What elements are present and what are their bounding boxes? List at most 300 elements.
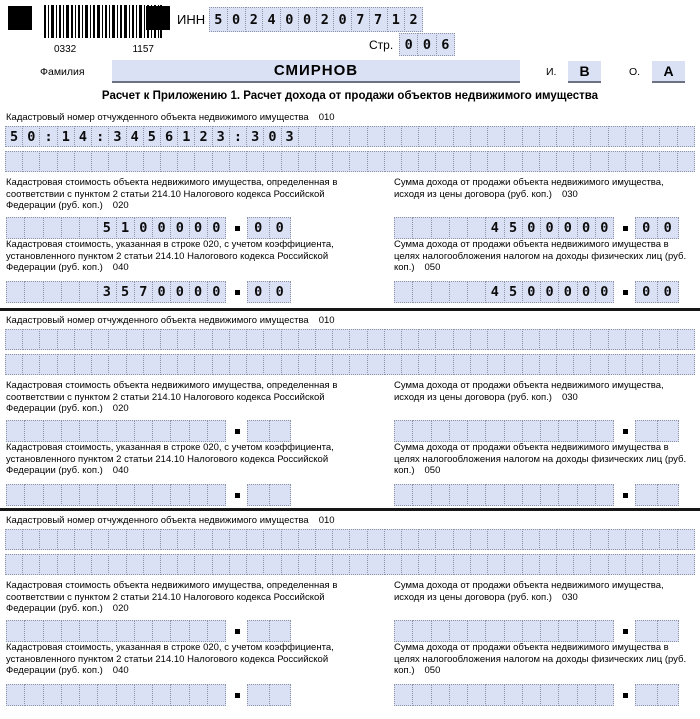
char-cell[interactable] [74,554,92,575]
char-cell[interactable] [207,620,226,642]
char-cell[interactable]: 4 [126,126,144,147]
char-cell[interactable] [540,620,559,642]
char-cell[interactable]: 0 [558,217,577,239]
char-cell[interactable] [577,620,596,642]
char-cell[interactable] [43,620,62,642]
char-cell[interactable] [453,151,471,172]
char-cell[interactable] [212,554,230,575]
char-cell[interactable] [487,354,505,375]
char-cell[interactable]: 0 [207,217,226,239]
char-cell[interactable] [269,684,292,706]
char-cell[interactable] [487,554,505,575]
char-cell[interactable] [246,554,264,575]
char-cell[interactable] [453,126,471,147]
char-cell[interactable] [281,151,299,172]
char-cell[interactable] [97,684,116,706]
amount-040-rub-input[interactable] [6,484,226,506]
char-cell[interactable] [349,354,367,375]
char-cell[interactable] [263,151,281,172]
char-cell[interactable] [394,484,413,506]
char-cell[interactable] [504,554,522,575]
char-cell[interactable] [212,329,230,350]
char-cell[interactable] [577,684,596,706]
char-cell[interactable] [57,329,75,350]
char-cell[interactable] [431,217,450,239]
char-cell[interactable] [449,684,468,706]
amount-field-050[interactable] [394,281,694,303]
char-cell[interactable]: 2 [404,7,423,32]
amount-field-030[interactable] [394,420,694,442]
char-cell[interactable] [207,484,226,506]
char-cell[interactable] [5,529,23,550]
char-cell[interactable] [116,420,135,442]
char-cell[interactable] [134,484,153,506]
char-cell[interactable] [556,554,574,575]
amount-050-kop-input[interactable] [635,484,679,506]
amount-020-kop-input[interactable] [247,217,291,239]
char-cell[interactable] [177,354,195,375]
char-cell[interactable] [108,329,126,350]
char-cell[interactable] [43,420,62,442]
char-cell[interactable]: 6 [160,126,178,147]
char-cell[interactable] [229,329,247,350]
char-cell[interactable] [412,484,431,506]
char-cell[interactable]: 4 [74,126,92,147]
char-cell[interactable] [394,217,413,239]
char-cell[interactable] [487,329,505,350]
char-cell[interactable]: 3 [212,126,230,147]
char-cell[interactable] [435,126,453,147]
cadastral-number-input-row2[interactable] [5,354,695,375]
char-cell[interactable] [79,281,98,303]
char-cell[interactable] [332,529,350,550]
char-cell[interactable] [573,329,591,350]
char-cell[interactable] [522,420,541,442]
char-cell[interactable] [79,420,98,442]
amount-field-020[interactable] [6,420,358,442]
char-cell[interactable] [453,329,471,350]
char-cell[interactable]: 0 [22,126,40,147]
char-cell[interactable] [57,151,75,172]
char-cell[interactable]: 0 [558,281,577,303]
char-cell[interactable] [659,554,677,575]
char-cell[interactable] [487,126,505,147]
char-cell[interactable] [126,354,144,375]
char-cell[interactable] [677,554,695,575]
char-cell[interactable] [470,329,488,350]
char-cell[interactable] [642,554,660,575]
char-cell[interactable] [401,151,419,172]
char-cell[interactable] [229,151,247,172]
char-cell[interactable] [189,684,208,706]
char-cell[interactable] [134,420,153,442]
char-cell[interactable] [558,684,577,706]
char-cell[interactable] [126,329,144,350]
char-cell[interactable] [558,484,577,506]
char-cell[interactable] [116,620,135,642]
char-cell[interactable] [177,329,195,350]
char-cell[interactable] [39,329,57,350]
char-cell[interactable] [504,354,522,375]
char-cell[interactable]: : [229,126,247,147]
char-cell[interactable] [79,217,98,239]
char-cell[interactable] [349,126,367,147]
char-cell[interactable] [281,554,299,575]
char-cell[interactable]: 0 [635,217,658,239]
char-cell[interactable] [659,126,677,147]
char-cell[interactable] [504,529,522,550]
char-cell[interactable] [467,484,486,506]
char-cell[interactable] [194,151,212,172]
char-cell[interactable] [6,217,25,239]
amount-030-rub-input[interactable] [394,420,614,442]
char-cell[interactable] [152,420,171,442]
char-cell[interactable] [332,554,350,575]
char-cell[interactable]: 2 [245,7,264,32]
char-cell[interactable] [608,151,626,172]
char-cell[interactable] [298,554,316,575]
char-cell[interactable] [349,151,367,172]
char-cell[interactable] [108,151,126,172]
char-cell[interactable] [367,529,385,550]
char-cell[interactable] [384,126,402,147]
char-cell[interactable]: 5 [116,281,135,303]
char-cell[interactable] [635,484,658,506]
char-cell[interactable] [367,354,385,375]
char-cell[interactable] [143,151,161,172]
char-cell[interactable] [367,554,385,575]
char-cell[interactable] [659,151,677,172]
char-cell[interactable] [315,126,333,147]
char-cell[interactable] [657,620,680,642]
char-cell[interactable] [522,684,541,706]
char-cell[interactable] [298,354,316,375]
inn-input[interactable] [209,7,423,32]
char-cell[interactable] [6,684,25,706]
char-cell[interactable] [467,684,486,706]
amount-040-kop-input[interactable] [247,484,291,506]
amount-020-rub-input[interactable] [6,420,226,442]
char-cell[interactable] [143,329,161,350]
char-cell[interactable]: 1 [57,126,75,147]
char-cell[interactable] [79,484,98,506]
char-cell[interactable] [453,354,471,375]
char-cell[interactable] [229,529,247,550]
cadastral-number-input-row2[interactable] [5,151,695,172]
char-cell[interactable] [625,554,643,575]
char-cell[interactable] [298,151,316,172]
char-cell[interactable] [590,329,608,350]
char-cell[interactable]: 0 [522,281,541,303]
char-cell[interactable] [539,529,557,550]
char-cell[interactable] [315,151,333,172]
char-cell[interactable] [143,529,161,550]
char-cell[interactable] [116,484,135,506]
amount-field-050[interactable] [394,484,694,506]
char-cell[interactable] [246,151,264,172]
char-cell[interactable] [608,329,626,350]
char-cell[interactable] [470,554,488,575]
char-cell[interactable] [625,329,643,350]
char-cell[interactable] [384,529,402,550]
char-cell[interactable] [384,354,402,375]
char-cell[interactable] [160,354,178,375]
char-cell[interactable] [57,354,75,375]
char-cell[interactable] [608,529,626,550]
char-cell[interactable] [590,529,608,550]
char-cell[interactable] [126,554,144,575]
char-cell[interactable]: 0 [134,217,153,239]
amount-field-050[interactable] [394,684,694,706]
char-cell[interactable] [625,354,643,375]
char-cell[interactable]: 0 [577,281,596,303]
char-cell[interactable] [539,354,557,375]
char-cell[interactable] [449,620,468,642]
char-cell[interactable] [470,126,488,147]
char-cell[interactable] [394,281,413,303]
char-cell[interactable] [556,354,574,375]
char-cell[interactable] [367,126,385,147]
char-cell[interactable] [677,151,695,172]
char-cell[interactable] [401,529,419,550]
char-cell[interactable] [625,126,643,147]
char-cell[interactable] [384,554,402,575]
char-cell[interactable] [449,420,468,442]
char-cell[interactable] [170,420,189,442]
amount-040-rub-input[interactable] [6,281,226,303]
page-number-input[interactable] [399,33,455,56]
char-cell[interactable] [57,529,75,550]
char-cell[interactable] [126,151,144,172]
char-cell[interactable] [558,620,577,642]
char-cell[interactable] [642,151,660,172]
char-cell[interactable]: 0 [298,7,317,32]
char-cell[interactable] [61,484,80,506]
char-cell[interactable] [97,620,116,642]
char-cell[interactable]: 0 [247,217,270,239]
char-cell[interactable]: 5 [504,281,523,303]
char-cell[interactable] [332,126,350,147]
char-cell[interactable] [504,484,523,506]
char-cell[interactable] [108,354,126,375]
char-cell[interactable] [539,329,557,350]
char-cell[interactable] [590,554,608,575]
char-cell[interactable] [160,329,178,350]
char-cell[interactable] [281,329,299,350]
char-cell[interactable] [263,354,281,375]
char-cell[interactable] [189,420,208,442]
char-cell[interactable] [24,217,43,239]
char-cell[interactable] [315,329,333,350]
char-cell[interactable] [540,420,559,442]
char-cell[interactable] [194,329,212,350]
char-cell[interactable] [625,529,643,550]
char-cell[interactable] [539,151,557,172]
amount-050-kop-input[interactable] [635,281,679,303]
char-cell[interactable] [401,554,419,575]
char-cell[interactable] [22,329,40,350]
char-cell[interactable] [394,620,413,642]
cadastral-number-input-row2[interactable] [5,554,695,575]
char-cell[interactable]: 0 [207,281,226,303]
char-cell[interactable] [539,554,557,575]
char-cell[interactable] [91,354,109,375]
char-cell[interactable] [97,484,116,506]
char-cell[interactable]: : [39,126,57,147]
char-cell[interactable]: 0 [263,126,281,147]
char-cell[interactable] [39,151,57,172]
char-cell[interactable] [22,354,40,375]
char-cell[interactable] [431,484,450,506]
char-cell[interactable] [74,529,92,550]
char-cell[interactable] [24,484,43,506]
char-cell[interactable] [43,684,62,706]
char-cell[interactable] [22,554,40,575]
char-cell[interactable] [194,354,212,375]
char-cell[interactable] [657,484,680,506]
char-cell[interactable] [349,529,367,550]
char-cell[interactable]: 6 [436,33,455,56]
char-cell[interactable] [485,684,504,706]
char-cell[interactable] [642,529,660,550]
char-cell[interactable] [269,484,292,506]
char-cell[interactable] [635,620,658,642]
char-cell[interactable] [431,420,450,442]
char-cell[interactable]: 1 [116,217,135,239]
char-cell[interactable] [315,554,333,575]
char-cell[interactable] [108,529,126,550]
char-cell[interactable] [625,151,643,172]
char-cell[interactable] [522,354,540,375]
char-cell[interactable] [6,620,25,642]
char-cell[interactable] [24,281,43,303]
char-cell[interactable]: 0 [657,281,680,303]
char-cell[interactable] [608,554,626,575]
char-cell[interactable] [74,151,92,172]
char-cell[interactable]: 0 [269,217,292,239]
char-cell[interactable] [590,151,608,172]
char-cell[interactable] [61,217,80,239]
char-cell[interactable]: 0 [595,217,614,239]
char-cell[interactable] [43,217,62,239]
char-cell[interactable] [487,529,505,550]
char-cell[interactable] [595,620,614,642]
char-cell[interactable] [246,354,264,375]
char-cell[interactable] [212,354,230,375]
char-cell[interactable] [595,484,614,506]
char-cell[interactable] [418,554,436,575]
char-cell[interactable]: : [91,126,109,147]
char-cell[interactable] [247,420,270,442]
char-cell[interactable] [367,329,385,350]
char-cell[interactable] [487,151,505,172]
char-cell[interactable] [263,329,281,350]
char-cell[interactable]: 7 [369,7,388,32]
char-cell[interactable] [449,217,468,239]
char-cell[interactable]: 0 [399,33,418,56]
char-cell[interactable] [522,329,540,350]
char-cell[interactable] [431,281,450,303]
char-cell[interactable] [269,420,292,442]
char-cell[interactable] [401,329,419,350]
char-cell[interactable] [91,554,109,575]
amount-field-020[interactable] [6,217,358,239]
char-cell[interactable]: 0 [170,281,189,303]
amount-020-rub-input[interactable] [6,620,226,642]
amount-020-kop-input[interactable] [247,420,291,442]
char-cell[interactable] [134,620,153,642]
char-cell[interactable] [470,529,488,550]
char-cell[interactable] [556,329,574,350]
char-cell[interactable] [194,554,212,575]
char-cell[interactable] [608,354,626,375]
char-cell[interactable] [281,529,299,550]
char-cell[interactable] [170,684,189,706]
char-cell[interactable] [401,354,419,375]
char-cell[interactable] [39,354,57,375]
char-cell[interactable] [435,329,453,350]
char-cell[interactable] [577,420,596,442]
char-cell[interactable] [384,151,402,172]
char-cell[interactable] [642,354,660,375]
char-cell[interactable] [74,329,92,350]
char-cell[interactable] [394,684,413,706]
char-cell[interactable] [5,329,23,350]
char-cell[interactable] [315,354,333,375]
amount-040-kop-input[interactable] [247,684,291,706]
char-cell[interactable] [152,684,171,706]
char-cell[interactable] [207,420,226,442]
char-cell[interactable] [57,554,75,575]
char-cell[interactable] [108,554,126,575]
cadastral-number-input-row1[interactable] [5,126,695,147]
char-cell[interactable] [6,484,25,506]
char-cell[interactable] [61,684,80,706]
char-cell[interactable] [556,151,574,172]
char-cell[interactable]: 2 [316,7,335,32]
char-cell[interactable] [6,281,25,303]
char-cell[interactable] [470,151,488,172]
char-cell[interactable] [418,329,436,350]
char-cell[interactable] [467,620,486,642]
char-cell[interactable] [43,281,62,303]
char-cell[interactable] [170,620,189,642]
char-cell[interactable] [177,529,195,550]
first-initial-input[interactable]: В [568,61,601,83]
char-cell[interactable] [418,151,436,172]
char-cell[interactable] [412,281,431,303]
char-cell[interactable] [556,529,574,550]
char-cell[interactable] [608,126,626,147]
char-cell[interactable] [418,126,436,147]
char-cell[interactable]: 0 [152,281,171,303]
char-cell[interactable] [540,484,559,506]
char-cell[interactable] [5,554,23,575]
char-cell[interactable] [412,620,431,642]
char-cell[interactable] [485,420,504,442]
char-cell[interactable] [485,484,504,506]
char-cell[interactable]: 2 [194,126,212,147]
char-cell[interactable] [246,329,264,350]
char-cell[interactable] [590,354,608,375]
amount-030-kop-input[interactable] [635,420,679,442]
char-cell[interactable] [435,151,453,172]
char-cell[interactable]: 0 [635,281,658,303]
char-cell[interactable]: 5 [97,217,116,239]
char-cell[interactable] [5,151,23,172]
char-cell[interactable] [170,484,189,506]
char-cell[interactable] [470,354,488,375]
